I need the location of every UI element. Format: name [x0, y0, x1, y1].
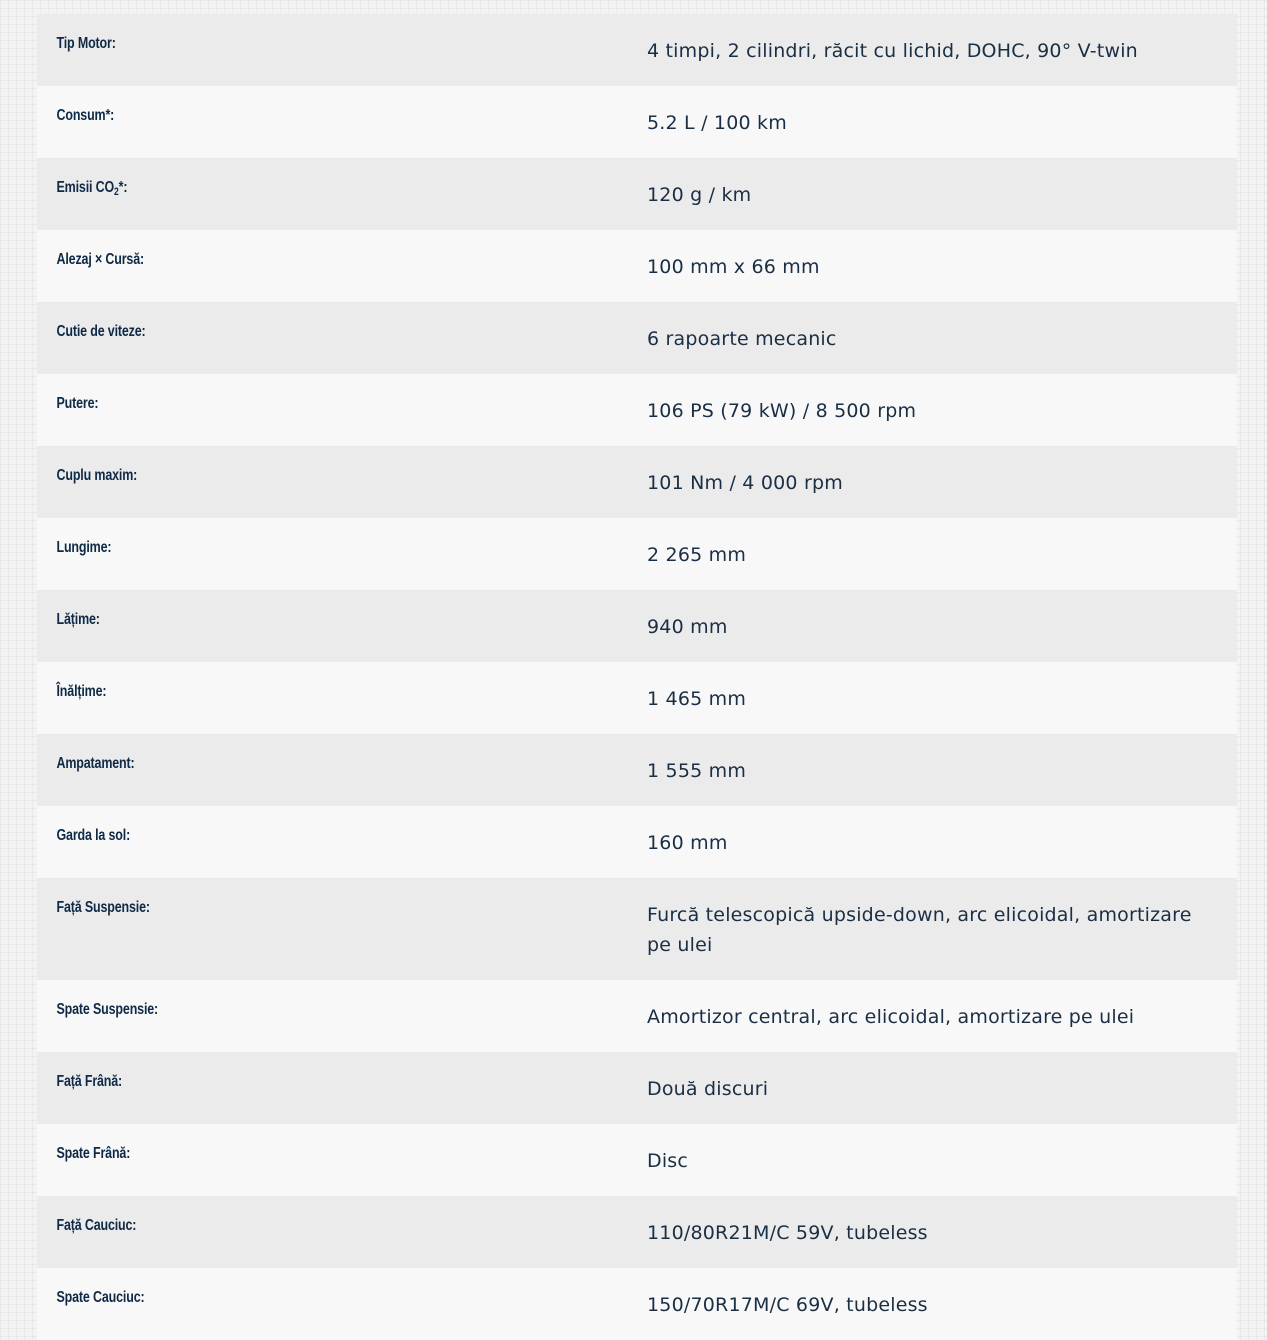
spec-label: Spate Suspensie: [56, 1001, 159, 1018]
spec-label: Spate Cauciuc: [56, 1289, 145, 1306]
spec-row-ground-clearance [37, 806, 1237, 878]
spec-value: 940 mm [647, 616, 728, 638]
spec-table [37, 14, 1237, 1340]
spec-label: Lungime: [56, 539, 112, 556]
spec-row-height [37, 662, 1237, 734]
spec-row-front-tyre [37, 1196, 1237, 1268]
spec-row-rear-brake [37, 1124, 1237, 1196]
spec-value: 100 mm x 66 mm [647, 256, 820, 278]
spec-label: Garda la sol: [56, 827, 131, 844]
spec-row-co2-emissions [37, 158, 1237, 230]
spec-row-width [37, 590, 1237, 662]
spec-value: Două discuri [647, 1078, 769, 1100]
spec-value: Disc [647, 1150, 689, 1172]
spec-label: Putere: [56, 395, 99, 412]
spec-row-engine-type [37, 14, 1237, 86]
spec-label: Față Frână: [56, 1073, 123, 1090]
spec-label: Cuplu maxim: [56, 467, 138, 484]
spec-label: Alezaj × Cursă: [56, 251, 144, 268]
spec-label: Consum*: [56, 107, 115, 124]
spec-label: Spate Frână: [56, 1145, 131, 1162]
spec-label: Înălțime: [56, 683, 107, 700]
spec-value: 1 465 mm [647, 688, 747, 710]
spec-row-gearbox [37, 302, 1237, 374]
spec-value: 2 265 mm [647, 544, 747, 566]
spec-value: 150/70R17M/C 69V, tubeless [647, 1294, 928, 1316]
spec-value: 1 555 mm [647, 760, 747, 782]
spec-label-suffix: *: [118, 179, 128, 196]
spec-label-subscript: 2 [114, 186, 119, 198]
spec-value: 106 PS (79 kW) / 8 500 rpm [647, 400, 917, 422]
spec-row-front-brake [37, 1052, 1237, 1124]
spec-label: Tip Motor: [56, 35, 116, 52]
spec-value: 101 Nm / 4 000 rpm [647, 472, 843, 494]
spec-label: Lățime: [56, 611, 100, 628]
spec-value: 5.2 L / 100 km [647, 112, 787, 134]
spec-value: 120 g / km [647, 184, 752, 206]
spec-row-wheelbase [37, 734, 1237, 806]
spec-row-power [37, 374, 1237, 446]
spec-row-max-torque [37, 446, 1237, 518]
spec-row-length [37, 518, 1237, 590]
spec-row-bore-stroke [37, 230, 1237, 302]
spec-value: 6 rapoarte mecanic [647, 328, 837, 350]
spec-label: Cutie de viteze: [56, 323, 146, 340]
spec-label: Față Cauciuc: [56, 1217, 137, 1234]
spec-value: 110/80R21M/C 59V, tubeless [647, 1222, 928, 1244]
spec-value: 160 mm [647, 832, 728, 854]
spec-row-rear-suspension [37, 980, 1237, 1052]
spec-row-front-suspension [37, 878, 1237, 980]
spec-value: Amortizor central, arc elicoidal, amortizare pe ulei [647, 1006, 1135, 1028]
spec-row-rear-tyre [37, 1268, 1237, 1340]
spec-label: Față Suspensie: [56, 899, 150, 916]
spec-label: Ampatament: [56, 755, 135, 772]
spec-row-consumption [37, 86, 1237, 158]
spec-label-prefix: Emisii CO [56, 179, 115, 196]
spec-value: 4 timpi, 2 cilindri, răcit cu lichid, DOHC, 90° V-twin [647, 40, 1138, 62]
spec-label [37, 158, 494, 230]
spec-value: Furcă telescopică upside-down, arc elicoidal, amortizare pe ulei [647, 904, 1192, 956]
